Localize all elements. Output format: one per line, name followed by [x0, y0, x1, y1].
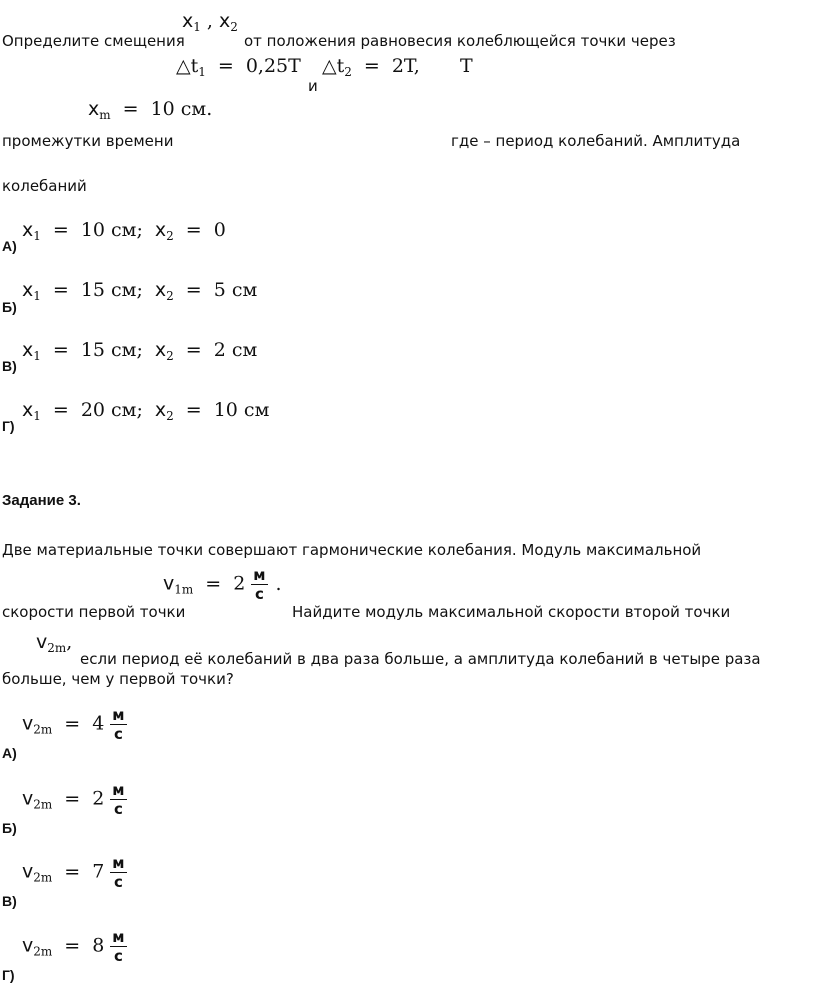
task3-option-c-label: В) — [2, 893, 17, 909]
task3-heading: Задание 3. — [2, 492, 81, 509]
amplitude-eq: $x_m = 10$ см. — [88, 98, 213, 122]
option-a-label: А) — [2, 238, 17, 254]
task2-line1-b: от положения равновесия колеблющейся точки через — [244, 32, 676, 50]
period-symbol: T — [460, 55, 473, 77]
option-b-label: Б) — [2, 299, 17, 315]
task3-option-b-label: Б) — [2, 820, 17, 836]
option-d-label: Г) — [2, 418, 15, 434]
option-d-eq: $x_1 = 20$ см; $x_2 = 10$ см — [22, 399, 270, 423]
time-eq-2: $\triangle t_2 = 2T$, — [322, 55, 420, 79]
option-a-eq: $x_1 = 10$ см; $x_2 = 0$ — [22, 219, 226, 243]
task3-option-d-eq: $v_{2m} = 8$ $\frac{м}{с}$ — [22, 928, 125, 965]
task3-option-d-label: Г) — [2, 967, 15, 983]
v2-symbol: $v_{2m}$, — [36, 631, 73, 655]
x-symbols: $x_1$ , $x_2$ — [182, 10, 238, 34]
task2-line2-b: где – период колебаний. Амплитуда — [451, 132, 741, 150]
task3-option-c-eq: $v_{2m} = 7$ $\frac{м}{с}$ — [22, 854, 125, 891]
option-c-label: В) — [2, 358, 17, 374]
task2-line2: промежутки времени — [2, 132, 174, 150]
task3-option-b-eq: $v_{2m} = 2$ $\frac{м}{с}$ — [22, 781, 125, 818]
task2-line3: колебаний — [2, 177, 87, 195]
task3-line1: Две материальные точки совершают гармонические колебания. Модуль максимальной — [2, 541, 702, 559]
task3-line2-b: Найдите модуль максимальной скорости второй точки — [292, 603, 731, 621]
time-eq-1: $\triangle t_1 = 0,25T$ — [176, 55, 301, 79]
task2-line1: Определите смещения — [2, 32, 185, 50]
and-word: и — [308, 77, 318, 95]
v1-eq: $v_{1m} = 2$ $\frac{м}{с}$ . — [163, 566, 282, 603]
task3-option-a-eq: $v_{2m} = 4$ $\frac{м}{с}$ — [22, 706, 125, 743]
task3-line2: скорости первой точки — [2, 603, 186, 621]
task3-line3: если период её колебаний в два раза больше, а амплитуда колебаний в четыре раза — [80, 650, 761, 668]
option-b-eq: $x_1 = 15$ см; $x_2 = 5$ см — [22, 279, 258, 303]
task3-option-a-label: А) — [2, 745, 17, 761]
option-c-eq: $x_1 = 15$ см; $x_2 = 2$ см — [22, 339, 258, 363]
task3-line4: больше, чем у первой точки? — [2, 670, 234, 688]
